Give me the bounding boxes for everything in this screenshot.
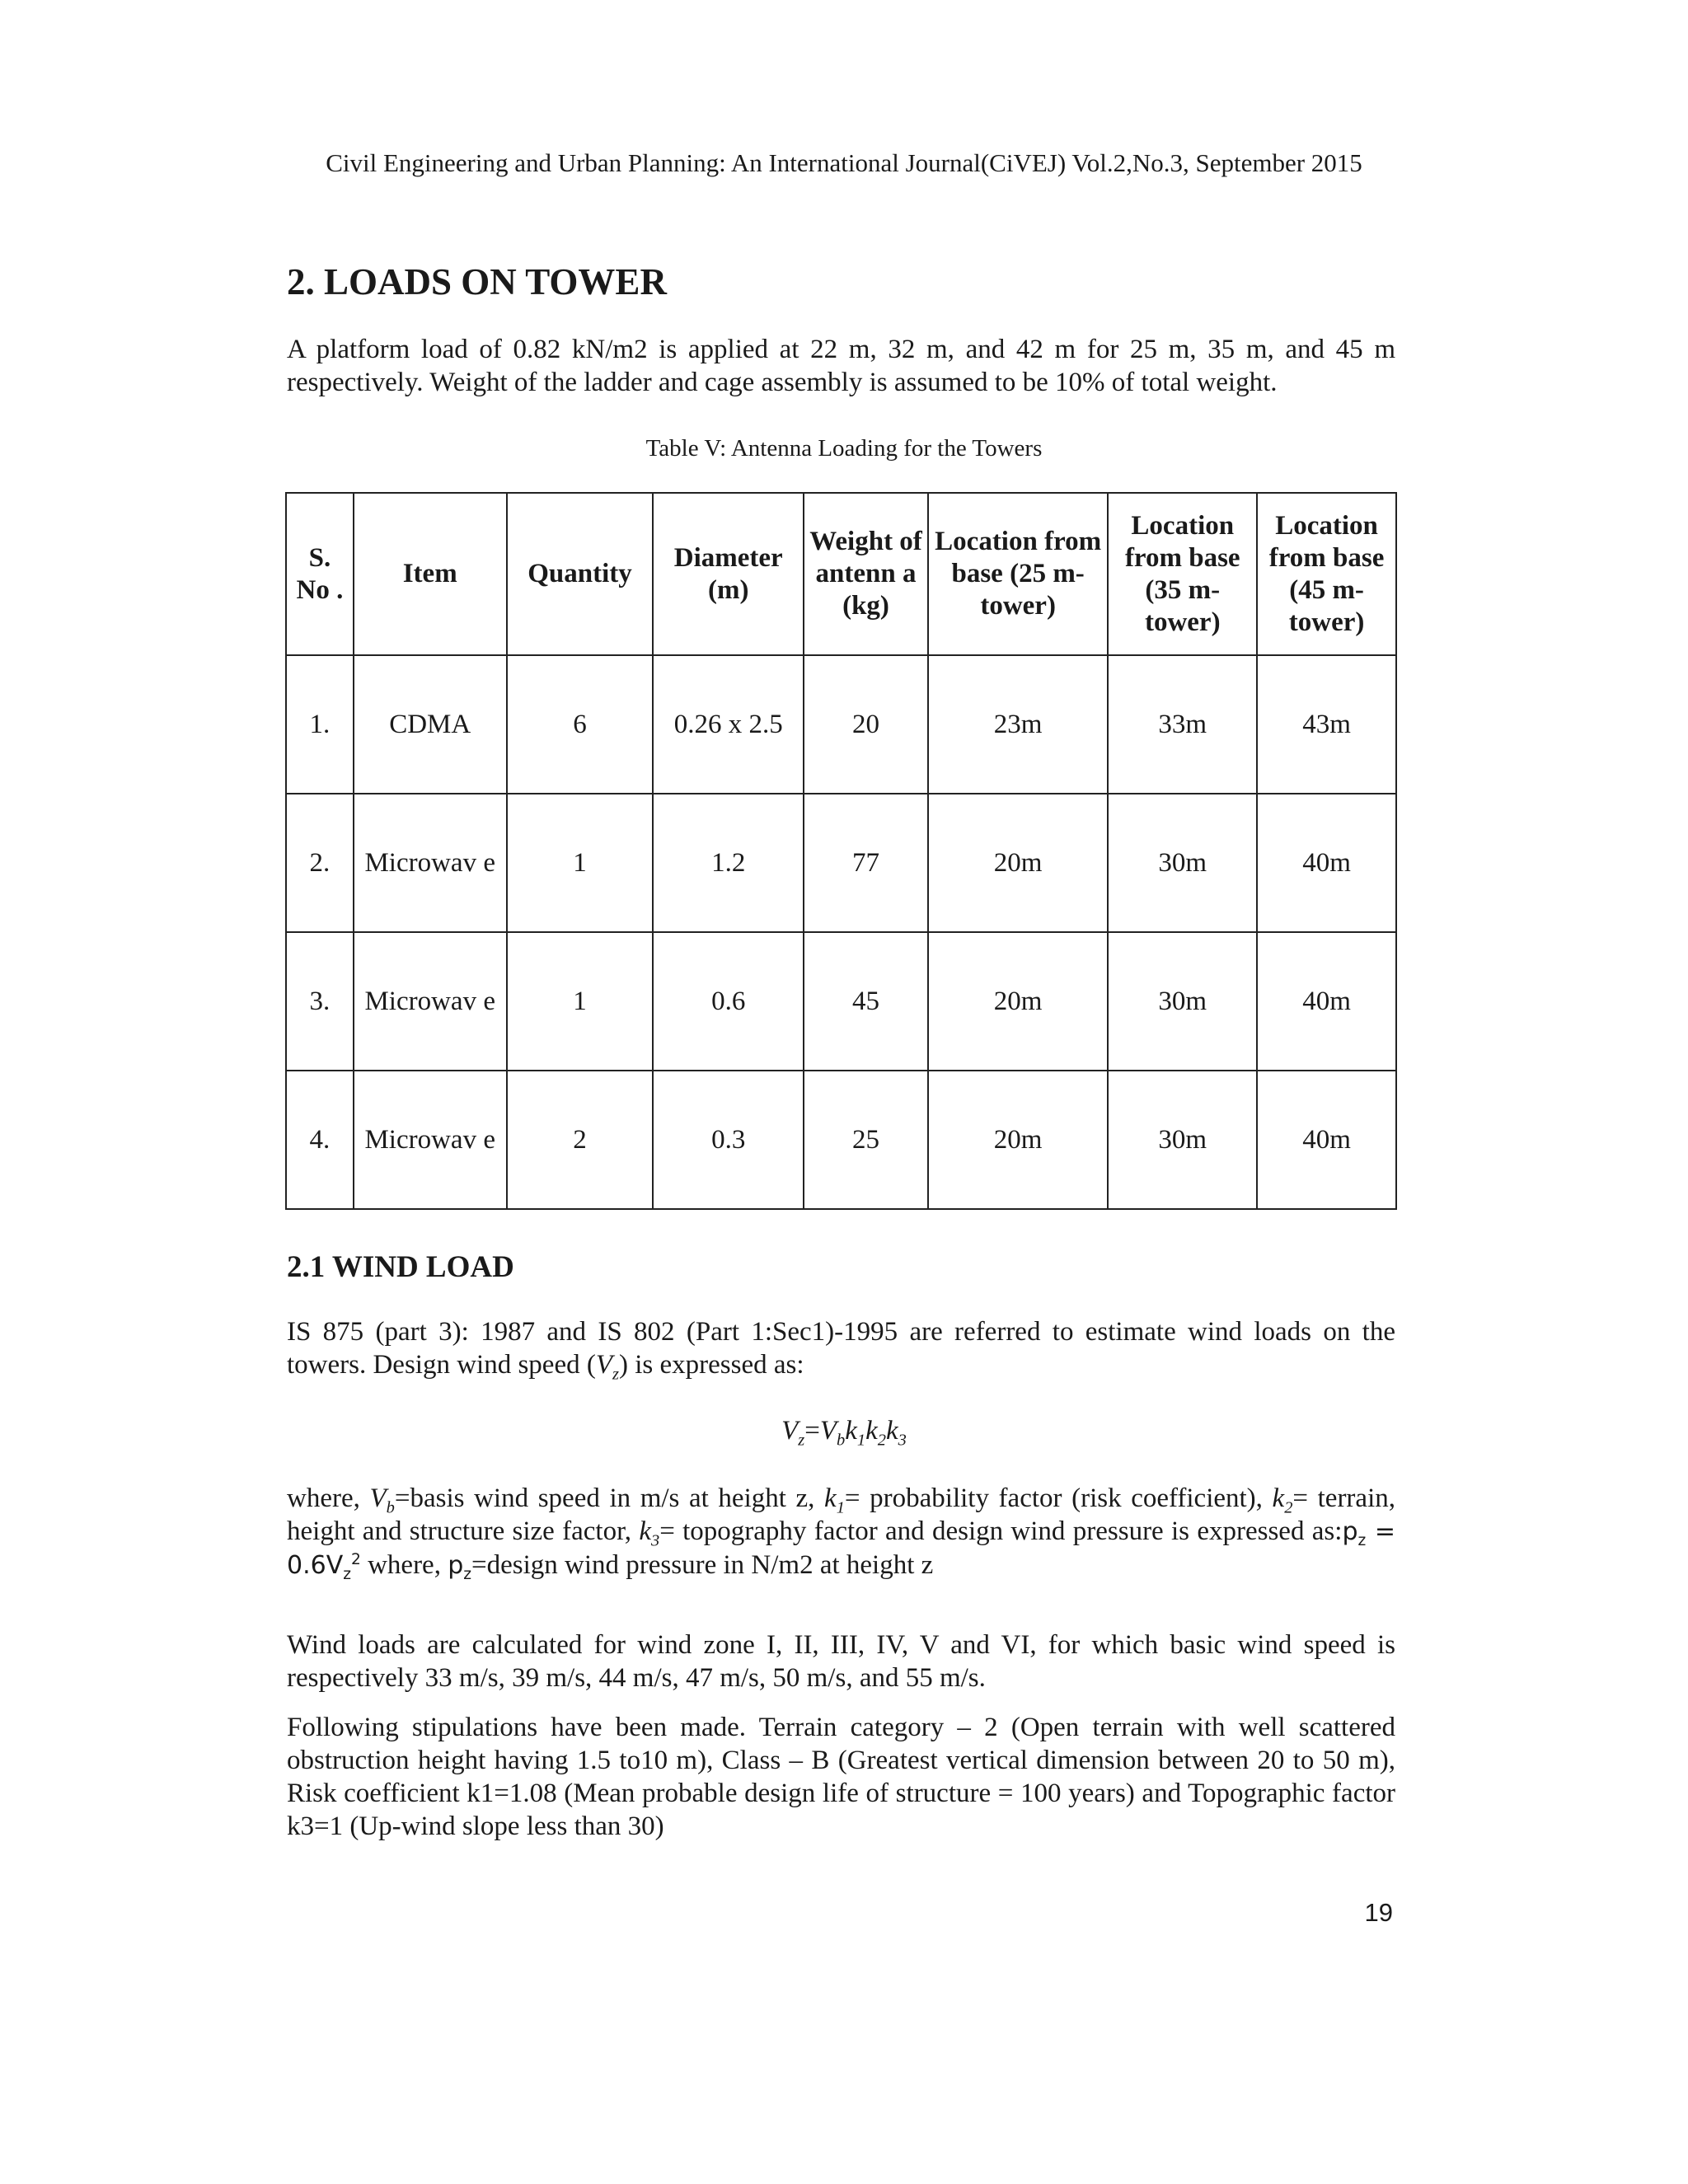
- cell-location-25m: 23m: [928, 655, 1109, 794]
- cell-item: CDMA: [354, 655, 507, 794]
- header-location-45m: Location from base (45 m- tower): [1257, 493, 1396, 655]
- table-row: [286, 655, 1396, 794]
- cell-weight: 77: [804, 794, 928, 932]
- section-heading-wind-load: 2.1 WIND LOAD: [287, 1250, 514, 1284]
- cell-location-35m: 30m: [1108, 1071, 1257, 1209]
- header-item: Item: [354, 493, 507, 655]
- cell-location-35m: 33m: [1108, 655, 1257, 794]
- cell-weight: 25: [804, 1071, 928, 1209]
- cell-location-25m: 20m: [928, 794, 1109, 932]
- pressure-formula: $p_z = 0.6V_z^2$: [287, 1517, 1395, 1583]
- where-definitions-paragraph: where, $V_b=basis$ wind speed in m/s at height z, $k_1=$ probability factor (risk coefficient), $k_2=$ terrain, height and structure size factor, $k_3=$ topography factor and design wind pressure is expressed $as:p_z = 0.6V_z^2$ where, $p_z=design$ wind pressure in N/m2 at height z: [287, 1483, 1395, 1583]
- header-sno: S. No .: [286, 493, 354, 655]
- cell-location-25m: 20m: [928, 1071, 1109, 1209]
- intro-text-1: IS 875 (part 3): 1987 and IS 802 (Part 1:Sec1)-1995 are referred to estimate wind loads on the towers. Design wind speed (: [287, 1317, 1395, 1380]
- cell-location-45m: 40m: [1257, 794, 1396, 932]
- section-heading-loads: 2. LOADS ON TOWER: [287, 261, 667, 302]
- cell-location-25m: 20m: [928, 932, 1109, 1071]
- wind-speed-equation: $V_z=V_bk_1k_2k_3$: [781, 1416, 907, 1450]
- cell-item: Microwav e: [354, 932, 507, 1071]
- cell-sno: 1.: [286, 655, 354, 794]
- cell-quantity: 2: [507, 1071, 654, 1209]
- page-number: 19: [1364, 1898, 1393, 1927]
- cell-location-35m: 30m: [1108, 794, 1257, 932]
- header-location-25m: Location from base (25 m- tower): [928, 493, 1109, 655]
- cell-quantity: 1: [507, 794, 654, 932]
- header-diameter: Diameter (m): [653, 493, 804, 655]
- table-row: [286, 932, 1396, 1071]
- header-quantity: Quantity: [507, 493, 654, 655]
- cell-sno: 3.: [286, 932, 354, 1071]
- cell-diameter: 0.26 x 2.5: [653, 655, 804, 794]
- platform-load-paragraph: A platform load of 0.82 kN/m2 is applied at 22 m, 32 m, and 42 m for 25 m, 35 m, and 45 m respectively. Weight of the ladder and cage assembly is assumed to be 10% of total weight.: [287, 335, 1395, 397]
- cell-sno: 4.: [286, 1071, 354, 1209]
- cell-weight: 45: [804, 932, 928, 1071]
- intro-text-2: ) is expressed as:: [618, 1350, 804, 1380]
- wind-intro-paragraph: [287, 1315, 1395, 1384]
- header-location-35m: Location from base (35 m- tower): [1108, 493, 1257, 655]
- table-row: [286, 1071, 1396, 1209]
- cell-item: Microwav e: [354, 1071, 507, 1209]
- cell-diameter: 0.6: [653, 932, 804, 1071]
- running-header: Civil Engineering and Urban Planning: An International Journal(CiVEJ) Vol.2,No.3, September 2015: [326, 148, 1362, 177]
- table-row: [286, 794, 1396, 932]
- header-weight: Weight of antenn a (kg): [804, 493, 928, 655]
- cell-weight: 20: [804, 655, 928, 794]
- cell-location-35m: 30m: [1108, 932, 1257, 1071]
- cell-location-45m: 40m: [1257, 932, 1396, 1071]
- stipulations-paragraph: Following stipulations have been made. Terrain category – 2 (Open terrain with well scattered obstruction height having 1.5 to10 m), Class – B (Greatest vertical dimension between 20 to 50 m), Risk coefficient k1=1.08 (Mean probable design life of structure = 100 years) and Topographic factor k3=1 (Up-wind slope less than 30): [287, 1713, 1395, 1841]
- wind-zones-paragraph: Wind loads are calculated for wind zone I, II, III, IV, V and VI, for which basic wind speed is respectively 33 m/s, 39 m/s, 44 m/s, 47 m/s, 50 m/s, and 55 m/s.: [287, 1630, 1395, 1693]
- var-vz: $V_z$: [595, 1350, 619, 1384]
- cell-quantity: 1: [507, 932, 654, 1071]
- cell-sno: 2.: [286, 794, 354, 932]
- table-caption: Table V: Antenna Loading for the Towers: [645, 435, 1043, 462]
- cell-diameter: 0.3: [653, 1071, 804, 1209]
- table-header-row: [286, 493, 1396, 655]
- cell-quantity: 6: [507, 655, 654, 794]
- cell-location-45m: 43m: [1257, 655, 1396, 794]
- cell-diameter: 1.2: [653, 794, 804, 932]
- cell-location-45m: 40m: [1257, 1071, 1396, 1209]
- antenna-loading-table: [285, 492, 1397, 1210]
- cell-item: Microwav e: [354, 794, 507, 932]
